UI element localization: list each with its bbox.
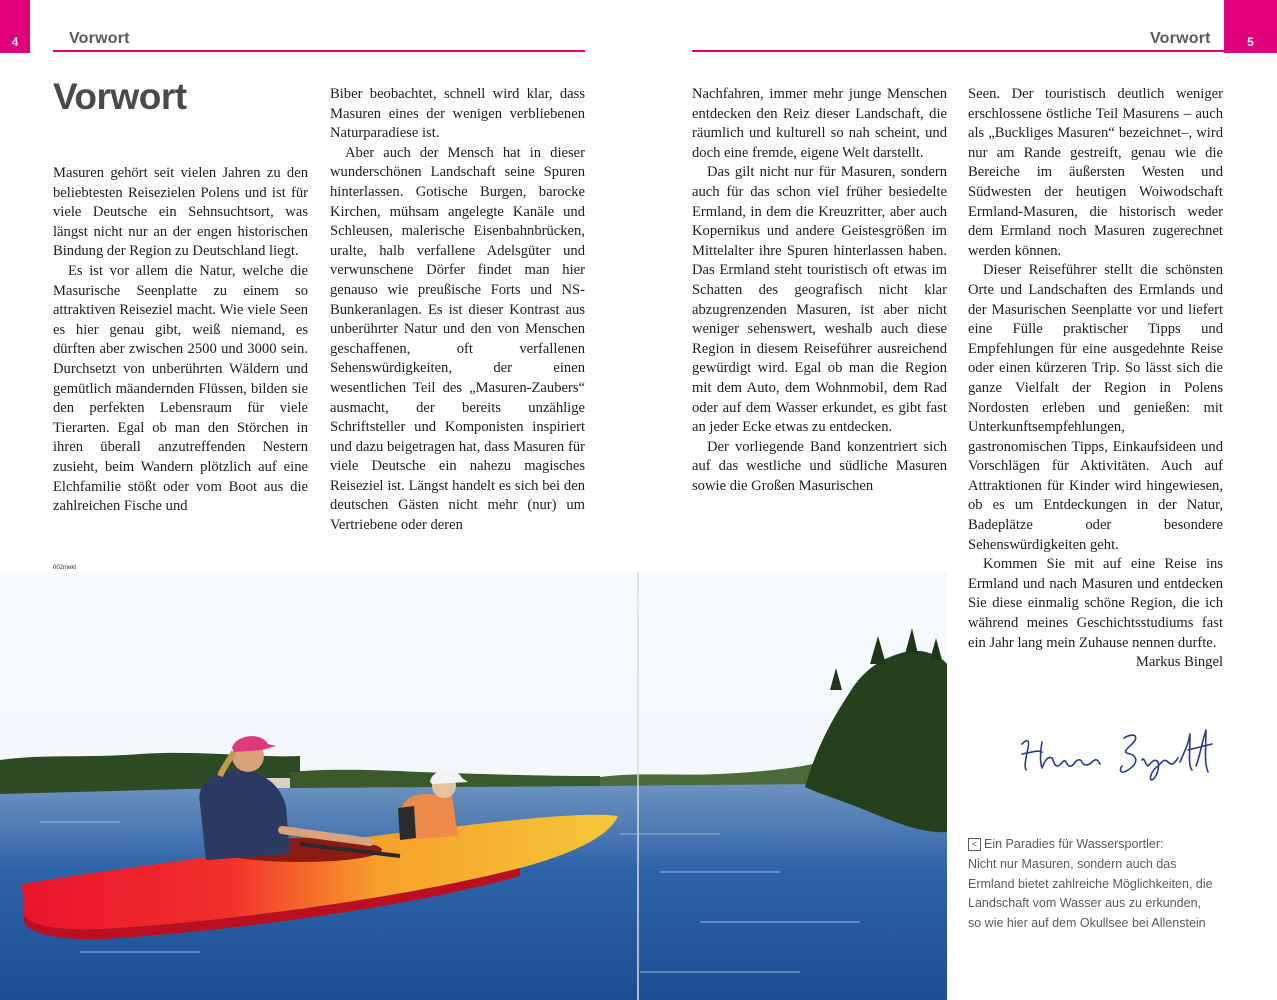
paragraph: Kommen Sie mit auf eine Reise ins Ermland und nach Masuren und entdecken Sie diese einmalig schöne Region, die ich während meines Geschichtsstudiums fast ein Jahr lang mein Zuhause nennen durfte.	[968, 556, 1223, 651]
paragraph: Nachfahren, immer mehr junge Menschen entdecken den Reiz dieser Landschaft, die räumlich und kulturell so nah scheint, und doch eine fremde, eigene Welt darstellt.	[692, 86, 947, 161]
paragraph: Dieser Reiseführer stellt die schönsten Orte und Landschaften des Ermlands und der Masurischen Seenplatte vor und liefert eine Fülle praktischer Tipps und Empfehlungen für eine ausgedehnte Reise oder einen kürzeren Trip. So lässt sich die ganze Vielfalt der Region in Polens Nordosten erleben und genießen: mit Unterkunftsempfehlungen, gastronomischen Tipps, Einkaufsideen und Vorschlägen für Aktivitäten. Auch auf Attraktionen für Kinder wird hingewiesen, ob es um Entdeckungen in der Natur, Badeplätze oder besondere Sehenswürdigkeiten geht.	[968, 262, 1223, 553]
header-rule-left	[53, 50, 585, 52]
caption-title: Ein Paradies für Wassersportler:	[984, 837, 1164, 851]
page-tab-right	[1224, 0, 1277, 53]
text-column-2	[330, 85, 585, 536]
chevron-left-icon: <	[968, 838, 981, 851]
author-name: Markus Bingel	[1135, 654, 1223, 671]
text-column-3	[692, 85, 947, 496]
page-number-left: 4	[11, 35, 19, 49]
paragraph: Masuren gehört seit vielen Jahren zu den beliebtesten Reisezielen Polens und ist für viele Deutsche ein Sehnsuchtsort, was längst nicht nur an der engen historischen Bindung der Region zu Deutschland liegt.	[53, 165, 308, 260]
photo-caption	[968, 835, 1213, 934]
page-number-right: 5	[1247, 35, 1254, 49]
caption-body: Nicht nur Masuren, sondern auch das Ermland bietet zahlreiche Möglichkeiten, die Landschaft vom Wasser aus zu erkunden, so wie hier auf dem Okullsee bei Allenstein	[968, 856, 1213, 931]
header-rule-right	[692, 50, 1224, 52]
paragraph: Es ist vor allem die Natur, welche die Masurische Seenplatte zu einem so attraktiven Reiseziel macht. Wie viele Seen es hier genau gibt, weiß niemand, es dürften aber zwischen 2500 und 3000 sein. Durchsetzt von unberührten Wäldern und gemütlich mäandernden Flüssen, bilden sie den perfekten Lebensraum für viele Tierarten. Egal ob man den Störchen in ihren überall anzutreffenden Nestern zusieht, beim Wandern plötzlich auf eine Elchfamilie stößt oder vom Boot aus die zahlreichen Fische und	[53, 262, 308, 515]
running-title-left: Vorwort	[69, 30, 130, 47]
page-tab-left	[0, 0, 30, 53]
signature	[1012, 722, 1222, 792]
kayak-photo	[0, 572, 947, 1000]
running-title-right: Vorwort	[1150, 30, 1211, 47]
photo-id: 002mekt	[53, 565, 77, 571]
text-column-1	[53, 164, 308, 517]
paragraph: Seen. Der touristisch deutlich weniger erschlossene östliche Teil Masurens – auch als „Buckliges Masuren“ bezeichnet–, wird nur am Rande gestreift, genau wie die Bereiche im äußersten Westen und Südwesten der heutigen Woiwodschaft Ermland-Masuren, die historisch weder dem Ermland noch Masuren zugerechnet werden können.	[968, 86, 1223, 259]
page-title: Vorwort	[53, 76, 187, 117]
paragraph: Das gilt nicht nur für Masuren, sondern auch für das schon viel früher besiedelte Ermland, in dem die Kreuzritter, aber auch Kopernikus und andere Geistesgrößen im Mittelalter ihre Spuren hinterlassen haben. Das Ermland steht touristisch oft etwas im Schatten des geografisch nicht klar abzugrenzenden Masuren, ist aber nicht weniger sehenswert, weshalb auch diese Region in diesem Reiseführer ausreichend gewürdigt wird. Egal ob man die Region mit dem Auto, dem Wohnmobil, dem Rad oder auf dem Wasser erkundet, es gibt fast an jeder Ecke etwas zu entdecken.	[692, 164, 947, 436]
paragraph: Aber auch der Mensch hat in dieser wunderschönen Landschaft seine Spuren hinterlassen. Gotische Burgen, barocke Kirchen, mühsam angelegte Kanäle und Schleusen, malerische Eisenbahnbrücken, uralte, halb verfallene Adelsgüter und verwunschene Dörfer findet man hier genauso wie preußische Forts und NS-Bunkeranlagen. Es ist dieser Kontrast aus unberührter Natur und den von Menschen geschaffenen, oft verfallenen Sehenswürdigkeiten, der einen wesentlichen Teil des „Masuren-Zaubers“ ausmacht, der bereits unzählige Schriftsteller und Komponisten inspiriert und dazu beigetragen hat, dass Masuren für viele Deutsche ein nahezu magisches Reiseziel ist. Längst handelt es sich bei den deutschen Gästen nicht mehr (nur) um Vertriebene oder deren	[330, 144, 585, 534]
paragraph: Der vorliegende Band konzentriert sich auf das westliche und südliche Masuren sowie die Großen Masurischen	[692, 438, 947, 494]
paragraph: Biber beobachtet, schnell wird klar, dass Masuren eines der wenigen verbliebenen Naturparadiese ist.	[330, 86, 585, 142]
text-column-4	[968, 85, 1223, 673]
